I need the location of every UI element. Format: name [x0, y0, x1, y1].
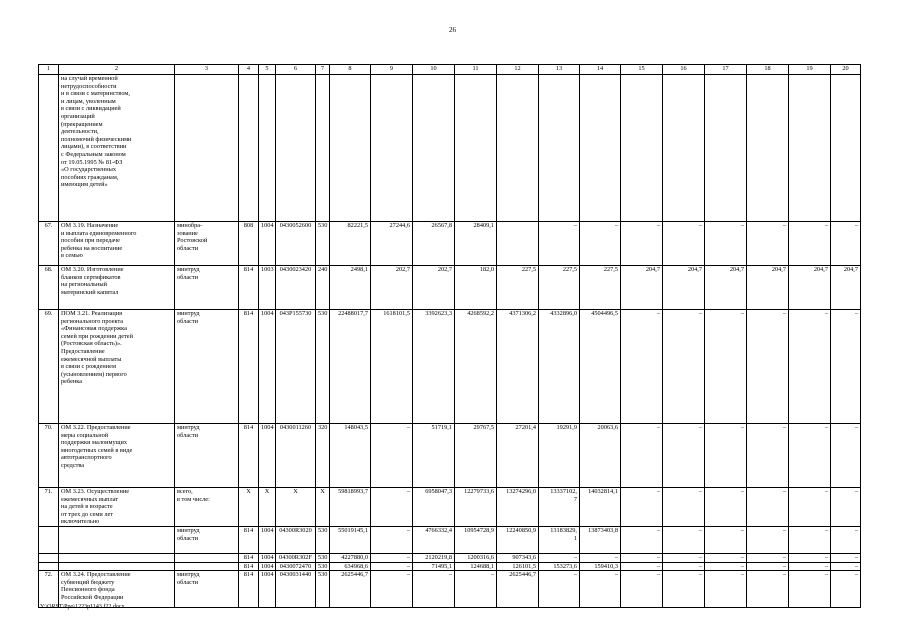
column-number: 7 [316, 65, 330, 75]
year-2027-cell: – [705, 562, 747, 571]
measure-description-cell [59, 562, 175, 571]
year-2022-cell: 4371306,2 [497, 310, 539, 424]
executor-cell: минтруд области [175, 266, 239, 310]
row-number-cell [39, 562, 59, 571]
year-2027-cell: 204,7 [705, 266, 747, 310]
measure-description-cell: на случай временной нетрудоспособности и в связи с материнством, и лицам, уволенным в связи с ликвидацией организаций (прекращением деятельности, полномочий физическими лицами), в соответствии с Федеральным законом от 19.05.1995 № 81-ФЗ «О государственных пособиях гражданам, имеющим детей» [59, 75, 175, 222]
year-2030-cell: – [831, 571, 861, 608]
year-2030-cell: – [831, 222, 861, 266]
year-2027-cell: – [705, 553, 747, 562]
year-2024-cell: – [580, 553, 621, 562]
total-amount-cell: 55019145,1 [330, 526, 371, 553]
expense-type-code-cell: 240 [316, 266, 330, 310]
year-2029-cell: – [789, 553, 831, 562]
year-2023-cell: 227,5 [539, 266, 580, 310]
column-number: 1 [39, 65, 59, 75]
target-article-code-cell: 0430072470 [276, 562, 316, 571]
year-2020-cell: 4766332,4 [413, 526, 455, 553]
column-number: 5 [259, 65, 276, 75]
year-2020-cell: 202,7 [413, 266, 455, 310]
year-2019-cell: – [371, 424, 413, 488]
year-2030-cell: – [831, 562, 861, 571]
year-2025-cell: – [621, 571, 663, 608]
year-2027-cell: – [705, 424, 747, 488]
year-2025-cell: – [621, 562, 663, 571]
year-2019-cell: 1618101,5 [371, 310, 413, 424]
total-amount-cell: 2498,1 [330, 266, 371, 310]
year-2026-cell: – [663, 222, 705, 266]
year-2023-cell: 19291,9 [539, 424, 580, 488]
executor-cell: минтруд области [175, 526, 239, 553]
year-2028-cell: – [747, 424, 789, 488]
year-2027-cell: – [705, 222, 747, 266]
table-row [39, 571, 861, 608]
year-2022-cell: 227,5 [497, 266, 539, 310]
year-2026-cell: – [663, 553, 705, 562]
total-amount-cell: 59818993,7 [330, 488, 371, 527]
year-2029-cell: – [789, 222, 831, 266]
year-2027-cell [705, 75, 747, 222]
expense-type-code-cell: 530 [316, 571, 330, 608]
measure-description-cell: ОМ 3.19. Назначение и выплата единовременного пособия при передаче ребенка на воспитание в семью [59, 222, 175, 266]
year-2025-cell: 204,7 [621, 266, 663, 310]
year-2021-cell: 4268592,2 [455, 310, 497, 424]
target-article-code-cell: 0430023420 [276, 266, 316, 310]
row-number-cell: 70. [39, 424, 59, 488]
year-2021-cell: 182,0 [455, 266, 497, 310]
executor-cell [175, 553, 239, 562]
measure-description-cell: ПОМ 3.21. Реализация регионального проекта «Финансовая поддержка семей при рождении детей (Ростовская область)». Предоставление ежемесячной выплаты в связи с рождением (усыновлением) первого ребенка [59, 310, 175, 424]
column-number: 16 [663, 65, 705, 75]
table-row [39, 488, 861, 527]
year-2021-cell [455, 75, 497, 222]
year-2023-cell: 153273,6 [539, 562, 580, 571]
year-2021-cell: 29767,5 [455, 424, 497, 488]
measure-description-cell [59, 553, 175, 562]
year-2020-cell: 51719,1 [413, 424, 455, 488]
column-number: 13 [539, 65, 580, 75]
section-code-cell [259, 75, 276, 222]
column-number: 9 [371, 65, 413, 75]
year-2024-cell [580, 75, 621, 222]
year-2019-cell: – [371, 488, 413, 527]
year-2025-cell: – [621, 222, 663, 266]
year-2019-cell: 202,7 [371, 266, 413, 310]
year-2021-cell: 28409,1 [455, 222, 497, 266]
year-2020-cell: 6958047,3 [413, 488, 455, 527]
grbs-code-cell: 814 [239, 266, 259, 310]
year-2028-cell: – [747, 553, 789, 562]
year-2020-cell [413, 75, 455, 222]
target-article-code-cell: 0430052600 [276, 222, 316, 266]
year-2025-cell: – [621, 488, 663, 527]
year-2019-cell: – [371, 562, 413, 571]
section-code-cell: 1004 [259, 222, 276, 266]
table-row [39, 266, 861, 310]
year-2021-cell: – [455, 571, 497, 608]
table-row [39, 553, 861, 562]
year-2026-cell: – [663, 488, 705, 527]
measure-description-cell: ОМ 3.22. Предоставление меры социальной поддержки малоимущих многодетных семей в виде автотранспортного средства [59, 424, 175, 488]
year-2030-cell: – [831, 526, 861, 553]
year-2020-cell: 2120219,8 [413, 553, 455, 562]
column-number: 2 [59, 65, 175, 75]
year-2022-cell: 126101,5 [497, 562, 539, 571]
row-number-cell: 67. [39, 222, 59, 266]
total-amount-cell: 148043,5 [330, 424, 371, 488]
year-2024-cell: 14032814,1 [580, 488, 621, 527]
year-2026-cell: – [663, 310, 705, 424]
section-code-cell: 1004 [259, 424, 276, 488]
year-2028-cell: – [747, 571, 789, 608]
grbs-code-cell [239, 75, 259, 222]
grbs-code-cell: 814 [239, 526, 259, 553]
column-number: 8 [330, 65, 371, 75]
row-number-cell [39, 553, 59, 562]
measure-description-cell: ОМ 3.24. Предоставление субвенций бюджету Пенсионного фонда Российской Федерации [59, 571, 175, 608]
target-article-code-cell: 04300R3020 [276, 526, 316, 553]
expense-type-code-cell: 530 [316, 222, 330, 266]
year-2024-cell: 159410,3 [580, 562, 621, 571]
table-row [39, 562, 861, 571]
year-2026-cell [663, 75, 705, 222]
year-2025-cell: – [621, 553, 663, 562]
year-2022-cell [497, 75, 539, 222]
expense-type-code-cell: 530 [316, 553, 330, 562]
total-amount-cell [330, 75, 371, 222]
year-2025-cell: – [621, 424, 663, 488]
year-2028-cell: – [747, 526, 789, 553]
year-2023-cell [539, 75, 580, 222]
column-number: 4 [239, 65, 259, 75]
column-number: 19 [789, 65, 831, 75]
year-2030-cell: – [831, 553, 861, 562]
year-2028-cell: 204,7 [747, 266, 789, 310]
executor-cell: минтруд области [175, 310, 239, 424]
year-2028-cell: – [747, 562, 789, 571]
section-code-cell: 1004 [259, 562, 276, 571]
row-number-cell: 72. [39, 571, 59, 608]
grbs-code-cell: 814 [239, 310, 259, 424]
measure-description-cell: ОМ 3.23. Осуществление ежемесячных выплат на детей в возрасте от трех до семи лет включительно [59, 488, 175, 527]
program-table [38, 64, 861, 608]
section-code-cell: 1004 [259, 526, 276, 553]
grbs-code-cell: 814 [239, 424, 259, 488]
year-2029-cell [789, 75, 831, 222]
section-code-cell: 1004 [259, 571, 276, 608]
section-code-cell: 1004 [259, 553, 276, 562]
executor-cell [175, 562, 239, 571]
year-2019-cell [371, 75, 413, 222]
year-2024-cell: 4504496,5 [580, 310, 621, 424]
year-2030-cell: 204,7 [831, 266, 861, 310]
target-article-code-cell: 04300R302F [276, 553, 316, 562]
year-2029-cell: – [789, 310, 831, 424]
year-2024-cell: – [580, 571, 621, 608]
year-2023-cell: 13183829, 1 [539, 526, 580, 553]
table-row [39, 75, 861, 222]
year-2019-cell: – [371, 526, 413, 553]
target-article-code-cell: 043P155730 [276, 310, 316, 424]
year-2022-cell: 12240850,9 [497, 526, 539, 553]
year-2020-cell: – [413, 571, 455, 608]
year-2023-cell: – [539, 222, 580, 266]
year-2029-cell: – [789, 526, 831, 553]
year-2030-cell [831, 75, 861, 222]
executor-cell: минтруд области [175, 424, 239, 488]
row-number-cell: 71. [39, 488, 59, 527]
year-2024-cell: – [580, 222, 621, 266]
year-2025-cell: – [621, 310, 663, 424]
grbs-code-cell: 808 [239, 222, 259, 266]
year-2025-cell [621, 75, 663, 222]
column-number: 3 [175, 65, 239, 75]
grbs-code-cell: 814 [239, 571, 259, 608]
year-2024-cell: 20063,6 [580, 424, 621, 488]
year-2022-cell [497, 222, 539, 266]
year-2022-cell: 27201,4 [497, 424, 539, 488]
year-2027-cell: – [705, 571, 747, 608]
year-2030-cell: – [831, 488, 861, 527]
expense-type-code-cell: 320 [316, 424, 330, 488]
expense-type-code-cell: Х [316, 488, 330, 527]
expense-type-code-cell: 530 [316, 526, 330, 553]
column-number: 17 [705, 65, 747, 75]
table-row [39, 222, 861, 266]
table-row [39, 310, 861, 424]
column-number: 20 [831, 65, 861, 75]
year-2026-cell: – [663, 571, 705, 608]
year-2029-cell: 204,7 [789, 266, 831, 310]
year-2019-cell: – [371, 553, 413, 562]
expense-type-code-cell: 530 [316, 310, 330, 424]
total-amount-cell: 4227880,0 [330, 553, 371, 562]
row-number-cell [39, 526, 59, 553]
year-2028-cell: – [747, 222, 789, 266]
total-amount-cell: 2625446,7 [330, 571, 371, 608]
row-number-cell [39, 75, 59, 222]
year-2025-cell: – [621, 526, 663, 553]
year-2027-cell: – [705, 310, 747, 424]
target-article-code-cell: 0430031440 [276, 571, 316, 608]
grbs-code-cell: Х [239, 488, 259, 527]
measure-description-cell [59, 526, 175, 553]
column-number: 11 [455, 65, 497, 75]
column-number: 10 [413, 65, 455, 75]
year-2021-cell: 1200316,6 [455, 553, 497, 562]
row-number-cell: 68. [39, 266, 59, 310]
year-2027-cell: – [705, 526, 747, 553]
year-2021-cell: 12279733,6 [455, 488, 497, 527]
year-2022-cell: 2625446,7 [497, 571, 539, 608]
year-2029-cell: – [789, 571, 831, 608]
year-2023-cell: 4332896,0 [539, 310, 580, 424]
grbs-code-cell: 814 [239, 562, 259, 571]
year-2030-cell: – [831, 424, 861, 488]
year-2030-cell: – [831, 310, 861, 424]
year-2020-cell: 26567,8 [413, 222, 455, 266]
year-2023-cell: 13337102, 7 [539, 488, 580, 527]
total-amount-cell: 82221,5 [330, 222, 371, 266]
year-2029-cell: – [789, 562, 831, 571]
expense-type-code-cell [316, 75, 330, 222]
year-2019-cell: 27244,6 [371, 222, 413, 266]
column-number: 14 [580, 65, 621, 75]
year-2028-cell: – [747, 310, 789, 424]
section-code-cell: Х [259, 488, 276, 527]
executor-cell: минобра- зование Ростовской области [175, 222, 239, 266]
table-row [39, 526, 861, 553]
target-article-code-cell: Х [276, 488, 316, 527]
column-number-row [39, 65, 861, 75]
column-number: 6 [276, 65, 316, 75]
year-2026-cell: – [663, 562, 705, 571]
grbs-code-cell: 814 [239, 553, 259, 562]
column-number: 18 [747, 65, 789, 75]
year-2020-cell: 3392623,3 [413, 310, 455, 424]
year-2023-cell: – [539, 553, 580, 562]
year-2029-cell: – [789, 488, 831, 527]
year-2020-cell: 71495,1 [413, 562, 455, 571]
row-number-cell: 69. [39, 310, 59, 424]
executor-cell: всего, в том числе: [175, 488, 239, 527]
table-row [39, 424, 861, 488]
footer-file-path: Y:\ORST\Ppo\1223p1143.f22.docx [40, 604, 125, 610]
year-2019-cell: – [371, 571, 413, 608]
table-body [39, 75, 861, 608]
year-2023-cell: – [539, 571, 580, 608]
year-2022-cell: 13274296,0 [497, 488, 539, 527]
column-number: 15 [621, 65, 663, 75]
year-2029-cell: – [789, 424, 831, 488]
expense-type-code-cell: 530 [316, 562, 330, 571]
year-2028-cell [747, 75, 789, 222]
year-2026-cell: 204,7 [663, 266, 705, 310]
year-2021-cell: 124688,1 [455, 562, 497, 571]
year-2027-cell: – [705, 488, 747, 527]
year-2021-cell: 10954728,9 [455, 526, 497, 553]
total-amount-cell: 634968,6 [330, 562, 371, 571]
section-code-cell: 1004 [259, 310, 276, 424]
year-2022-cell: 907343,6 [497, 553, 539, 562]
year-2026-cell: – [663, 526, 705, 553]
column-number: 12 [497, 65, 539, 75]
executor-cell: минтруд области [175, 571, 239, 608]
target-article-code-cell [276, 75, 316, 222]
year-2024-cell: 13873403,8 [580, 526, 621, 553]
year-2028-cell: – [747, 488, 789, 527]
measure-description-cell: ОМ 3.20. Изготовление бланков сертификатов на региональный материнский капитал [59, 266, 175, 310]
section-code-cell: 1003 [259, 266, 276, 310]
page-number: 26 [449, 26, 456, 34]
year-2024-cell: 227,5 [580, 266, 621, 310]
year-2026-cell: – [663, 424, 705, 488]
target-article-code-cell: 0430011260 [276, 424, 316, 488]
total-amount-cell: 22488017,7 [330, 310, 371, 424]
executor-cell [175, 75, 239, 222]
